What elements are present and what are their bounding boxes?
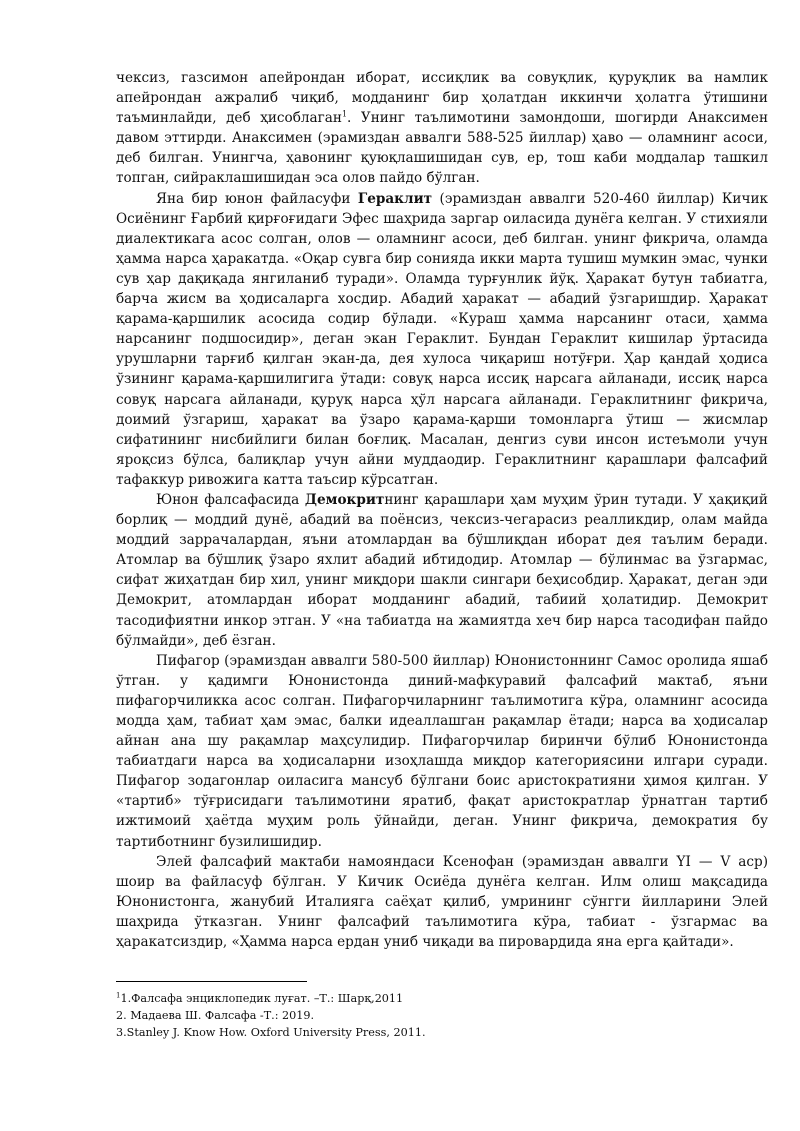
footnote-reference[interactable]: 1 [341, 109, 348, 119]
document-body [116, 68, 768, 952]
footnotes [116, 990, 768, 1042]
paragraph-anaximander [116, 68, 768, 189]
paragraph-pythagoras: Пифагор (эрамиздан аввалги 580-500 йиллар) Юнонистоннинг Самос оролида яшаб ўтган. у қадимги Юнонистонда диний-мафкуравий фалсафий мактаб, яъни пифагорчиликка асос солган. Пифагорчиларнинг таълимотига кўра, оламнинг асосида модда ҳам, табиат ҳам эмас, балки идеаллашган рақамлар ётади; нарса ва ҳодисалар айнан ана шу рақамлар маҳсулидир. Пифагорчилар биринчи бўлиб Юнонистонда табиатдаги нарса ва ҳодисаларни изоҳлашда миқдор категориясини илгари суради. Пифагор зодагонлар оиласига мансуб бўлгани боис аристократияни ҳимоя қилган. У «тартиб» тўғрисидаги таълимотини яратиб, фақат аристократлар ўрнатган тартиб ижтимоий ҳаётда муҳим роль ўйнайди, деган. Унинг фикрича, демократия бу тартиботнинг бузилишидир. [116, 652, 768, 850]
paragraph-text: чексиз, газсимон апейрондан иборат, иссиқлик ва совуқлик, қуруқлик ва намлик апейрондан ажралиб чиқиб, модданинг бир ҳолатдан иккинчи ҳолатга ўтишини таъминлайди, деб ҳисоблаган [116, 70, 768, 127]
paragraph-text: Юнон фалсафасида [156, 491, 305, 508]
footnote-item: 3.Stanley J. Know How. Oxford University Press, 2011. [116, 1026, 426, 1040]
footnote-item: 2. Мадаева Ш. Фалсафа -Т.: 2019. [116, 1009, 315, 1023]
footnote-text: 1.Фалсафа энциклопедик луғат. –Т.: Шарқ,2011 [120, 992, 404, 1005]
footnote-marker: 1 [116, 991, 121, 1000]
footnote-item [116, 990, 768, 1007]
paragraph-text: нинг қарашлари ҳам муҳим ўрин тутади. У ҳақиқий борлиқ — моддий дунё, абадий ва поёнсиз, чексиз-чегарасиз реалликдир, олам майда моддий заррачалардан, яъни атомлардан ва бўшлиқдан иборат дея таълим беради. Атомлар ва бўшлиқ ўзаро яхлит абадий ибтидодир. Атомлар — бўлинмас ва ўзгармас, сифат жиҳатдан бир хил, унинг миқдори шакли сингари беҳисобдир. Ҳаракат, деган эди Демокрит, атомлардан иборат модданинг абадий, табиий ҳолатидир. Демокрит тасодифиятни инкор этган. У «на табиатда на жамиятда хеч бир нарса тасодифан пайдо бўлмайди», деб ёзган. [116, 491, 768, 649]
philosopher-name-bold: Демокрит [304, 491, 385, 508]
paragraph-democritus [116, 490, 768, 651]
philosopher-name-bold: Гераклит [357, 190, 433, 207]
paragraph-text: (эрамиздан аввалги 520-460 йиллар) Кичик Осиёнинг Ғарбий қирғоғидаги Эфес шаҳрида заргар оиласида дунёга келган. У стихияли диалектикага асос солган, олов — оламнинг асоси, деб билган. унинг фикрича, оламда ҳамма нарса ҳаракатда. «Оқар сувга бир сонияда икки марта тушиш мумкин эмас, чунки сув ҳар дақиқада янгиланиб туради». Оламда турғунлик йўқ. Ҳаракат бутун табиатга, барча жисм ва ҳодисаларга хосдир. Абадий ҳаракат — абадий ўзгаришдир. Ҳаракат қарама-қаршилик асосида содир бўлади. «Кураш ҳамма нарсанинг отаси, ҳамма нарсанинг подшосидир», деган экан Гераклит. Бундан Гераклит кишилар ўртасида урушларни тарғиб қилган экан-да, дея хулоса чиқариш нотўғри. Ҳар қандай ҳодиса ўзининг қарама-қаршилигига ўтади: совуқ нарса иссиқ нарсага айланади, иссиқ нарса совуқ нарсага айланади, қуруқ нарса ҳўл нарсага айланади. Гераклитнинг фикрича, доимий ўзгариш, ҳаракат ва ўзаро қарама-қарши томонларга ўтиш — жисмлар сифатининг нисбийлиги билан боғлиқ. Масалан, денгиз суви инсон истеъмоли учун яроқсиз бўлса, балиқлар учун айни муддаодир. Гераклитнинг қарашлари фалсафий тафаккур ривожига катта таъсир кўрсатган. [116, 190, 769, 488]
paragraph-xenophanes: Элей фалсафий мактаби намояндаси Ксенофан (эрамиздан аввалги YI — V аср) шоир ва файласуф бўлган. У Кичик Осиёда дунёга келган. Илм олиш мақсадида Юнонистонга, жанубий Италияга саёҳат қилиб, умрининг сўнгги йилларини Элей шаҳрида ўтказган. Унинг фалсафий таълимотига кўра, табиат - ўзгармас ва ҳаракатсиздир, «Ҳамма нарса ердан униб чиқади ва пировардида яна ерга қайтади». [116, 853, 768, 951]
footnote-separator [116, 981, 307, 982]
paragraph-text: Яна бир юнон файласуфи [156, 190, 358, 207]
paragraph-heraclitus [116, 189, 768, 490]
paragraph-text: . Унинг таълимотини замондоши, шогирди Анаксимен давом эттирди. Анаксимен (эрамиздан аввалги 588-525 йиллар) ҳаво — оламнинг асоси, деб билган. Унингча, ҳавонинг қуюқлашишидан сув, ер, тош каби моддалар ташкил топган, сийраклашишидан эса олов пайдо бўлган. [116, 110, 768, 187]
